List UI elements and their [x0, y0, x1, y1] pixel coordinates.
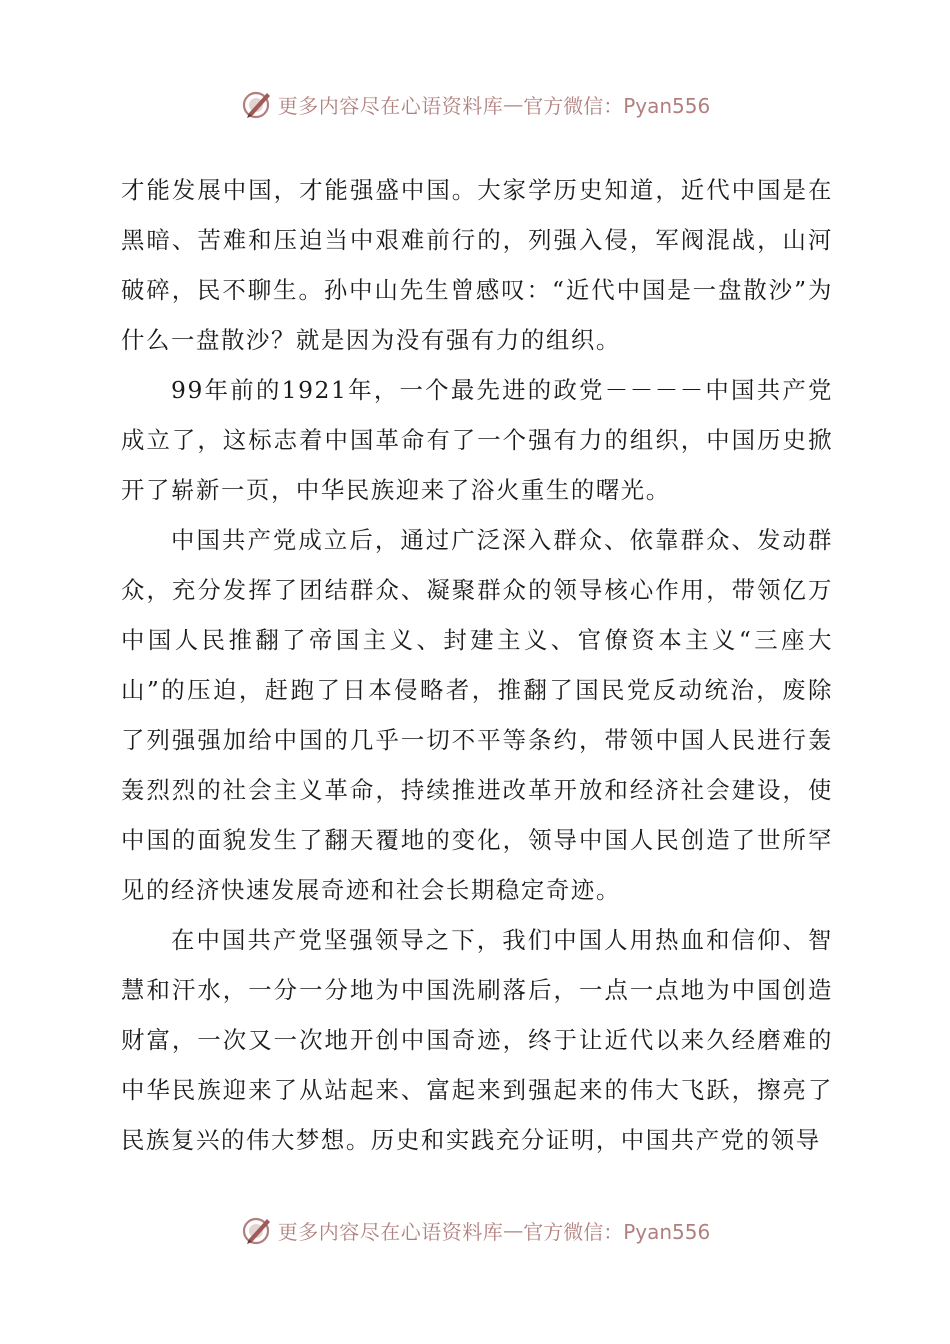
banner-wechat: 官方微信：Pyan556 — [523, 93, 711, 118]
footer-banner-title: 更多内容尽在心语资料库 — [277, 1219, 504, 1244]
paragraph-4: 在中国共产党坚强领导之下，我们中国人用热血和信仰、智慧和汗水，一分一分地为中国洗刷落后，一点一点地为中国创造财富，一次又一次地开创中国奇迹，终于让近代以来久经磨难的中华民族迎来了从站起来、富起来到强起来的伟大飞跃，擦亮了民族复兴的伟大梦想。历史和实践充分证明，中国共产党的领导 — [121, 926, 833, 1154]
paragraph-1: 才能发展中国，才能强盛中国。大家学历史知道，近代中国是在黑暗、苦难和压迫当中艰难前行的，列强入侵，军阀混战，山河破碎，民不聊生。孙中山先生曾感叹：“近代中国是一盘散沙”为什么一盘散沙？就是因为没有强有力的组织。 — [121, 176, 833, 354]
header-banner — [0, 84, 950, 124]
pen-seal-logo-icon — [240, 1213, 274, 1247]
footer-banner — [0, 1210, 950, 1250]
footer-banner-wechat: 官方微信：Pyan556 — [523, 1219, 711, 1244]
document-body — [121, 165, 833, 1165]
paragraph-3: 中国共产党成立后，通过广泛深入群众、依靠群众、发动群众，充分发挥了团结群众、凝聚群众的领导核心作用，带领亿万中国人民推翻了帝国主义、封建主义、官僚资本主义“三座大山”的压迫，赶跑了日本侵略者，推翻了国民党反动统治，废除了列强强加给中国的几乎一切不平等条约，带领中国人民进行轰轰烈烈的社会主义革命，持续推进改革开放和经济社会建设，使中国的面貌发生了翻天覆地的变化，领导中国人民创造了世所罕见的经济快速发展奇迹和社会长期稳定奇迹。 — [121, 526, 833, 904]
banner-title: 更多内容尽在心语资料库 — [277, 93, 504, 118]
paragraph-2: 99年前的1921年，一个最先进的政党－－－－中国共产党成立了，这标志着中国革命有了一个强有力的组织，中国历史掀开了崭新一页，中华民族迎来了浴火重生的曙光。 — [121, 376, 833, 504]
banner-separator: — — [503, 92, 524, 116]
footer-banner-separator: — — [503, 1218, 524, 1242]
pen-seal-logo-icon — [240, 87, 274, 121]
